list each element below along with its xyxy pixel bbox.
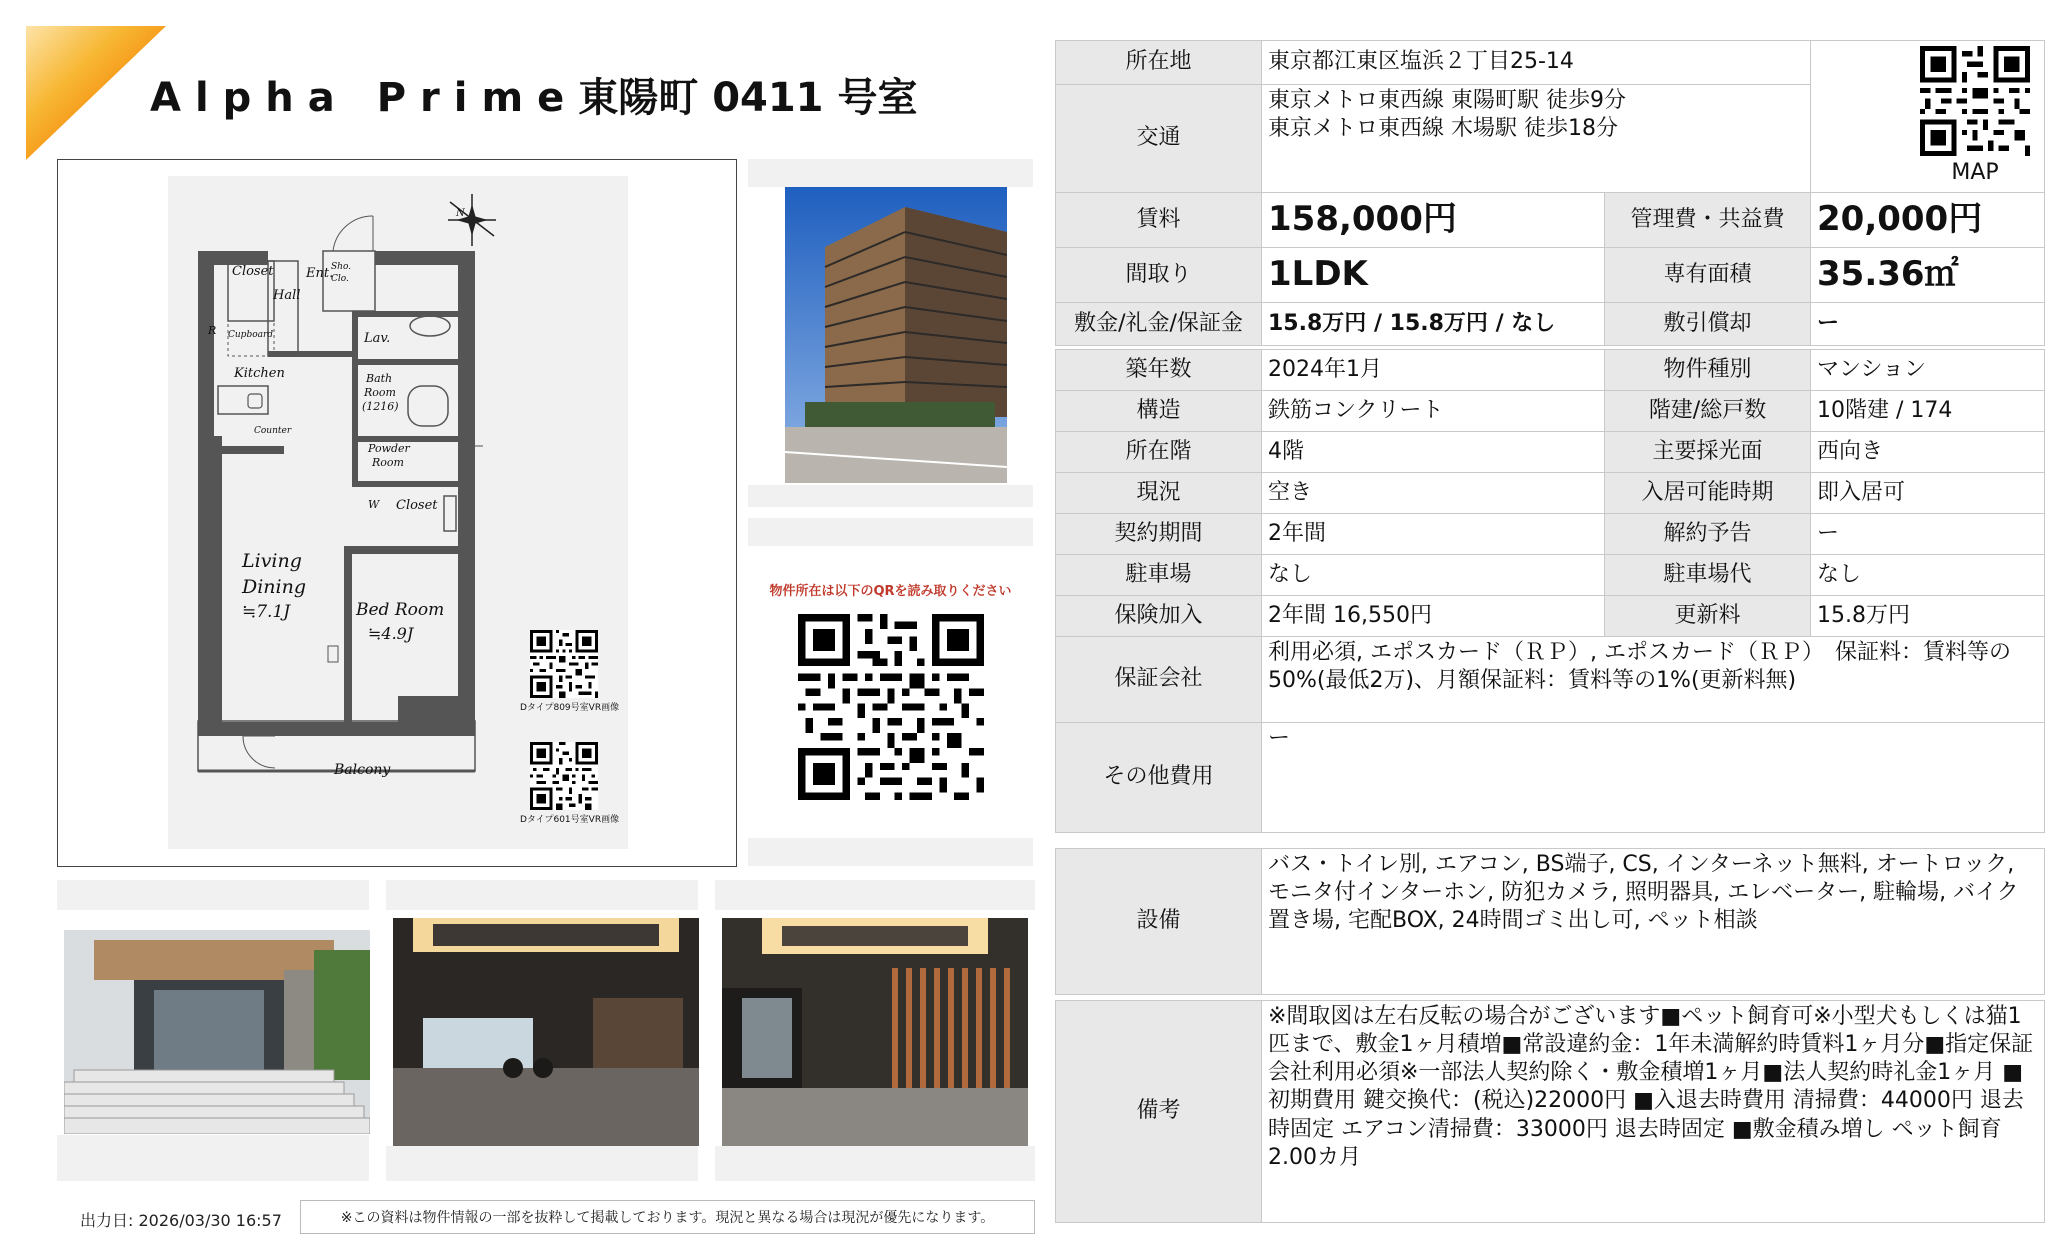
room-kitchen: Kitchen: [234, 366, 285, 381]
remarks-table: [1055, 1000, 2045, 1223]
qr-caption: 物件所在は以下のQRを読み取りください: [769, 584, 1012, 599]
remarks-label: 備考: [1056, 1001, 1262, 1223]
detail-value: マンション: [1811, 350, 2045, 391]
detail-value: 4階: [1262, 432, 1605, 473]
transit-line-1: 東京メトロ東西線 東陽町駅 徒歩9分: [1268, 88, 1626, 113]
divider-bar: [715, 880, 1035, 910]
other-fees-value: ー: [1262, 723, 2045, 833]
detail-label: 更新料: [1605, 596, 1811, 637]
room-entrance: Ent.: [306, 266, 334, 281]
detail-value: なし: [1262, 555, 1605, 596]
rent-value: 158,000円: [1262, 193, 1605, 248]
room-bedroom: Bed Room: [356, 600, 445, 620]
compass-icon: [448, 194, 496, 246]
detail-value: なし: [1811, 555, 2045, 596]
room-living: Living: [242, 550, 302, 572]
rent-label: 賃料: [1056, 193, 1262, 248]
divider-bar: [715, 1146, 1035, 1181]
map-label: MAP: [1951, 160, 1999, 185]
divider-bar: [748, 838, 1033, 866]
divider-bar: [386, 1146, 698, 1181]
room-powder-room: Room: [372, 456, 404, 469]
room-bath-room: Room: [364, 386, 396, 399]
detail-value: 2年間: [1262, 514, 1605, 555]
address-value: 東京都江東区塩浜２丁目25-14: [1262, 41, 1811, 85]
detail-label: 主要採光面: [1605, 432, 1811, 473]
detail-label: 入居可能時期: [1605, 473, 1811, 514]
other-fees-label: その他費用: [1056, 723, 1262, 833]
remarks-value: ※間取図は左右反転の場合がございます■ペット飼育可※小型犬もしくは猫1匹まで、敷金1ヶ月積増■常設違約金：1年未満解約時賃料1ヶ月分■指定保証会社利用必須※一部法人契約除く・敷金積増1ヶ月■法人契約時礼金1ヶ月 ■初期費用 鍵交換代：(税込)22000円 ■入退去時費用 清掃費：44000円 退去時固定 エアコン清掃費：33000円 退去時固定 ■敷金積み増し ペット飼育2.00カ月: [1262, 1001, 2045, 1223]
detail-value: 2年間 16,550円: [1262, 596, 1605, 637]
guarantor-value: 利用必須, エポスカード（ＲＰ）, エポスカード（ＲＰ） 保証料：賃料等の50%(最低2万)、月額保証料：賃料等の1%(更新料無): [1262, 637, 2045, 723]
divider-bar: [748, 159, 1033, 187]
room-bath: Bath: [366, 372, 393, 385]
area-label: 専有面積: [1605, 248, 1811, 303]
location-qr-code-icon[interactable]: [798, 614, 984, 800]
equipment-table: [1055, 848, 2045, 995]
detail-label: 築年数: [1056, 350, 1262, 391]
detail-label: 駐車場代: [1605, 555, 1811, 596]
room-cupboard: Cupboard: [228, 330, 274, 340]
divider-bar: [386, 880, 698, 910]
room-dining: Dining: [242, 576, 307, 598]
room-balcony: Balcony: [334, 762, 391, 778]
amortization-label: 敷引償却: [1605, 303, 1811, 346]
address-label: 所在地: [1056, 41, 1262, 85]
detail-label: 駐車場: [1056, 555, 1262, 596]
detail-label: 契約期間: [1056, 514, 1262, 555]
title-latin: Alpha Prime: [150, 75, 579, 121]
divider-bar: [748, 518, 1033, 546]
output-date: 出力日: 2026/03/30 16:57: [80, 1211, 282, 1230]
room-refrigerator: R: [208, 324, 217, 337]
detail-value: 15.8万円: [1811, 596, 2045, 637]
map-qr-code-icon[interactable]: [1920, 46, 2030, 156]
floorplan-frame: [57, 159, 737, 867]
detail-value: 空き: [1262, 473, 1605, 514]
building-exterior-photo: [785, 187, 1007, 483]
vr-qr-code-icon[interactable]: [530, 742, 598, 810]
compass-label: N: [456, 208, 465, 219]
room-closet-bedroom: Closet: [396, 498, 438, 513]
detail-value: 2024年1月: [1262, 350, 1605, 391]
disclaimer-note: ※この資料は物件情報の一部を抜粋して掲載しております。現況と異なる場合は現況が優先になります。: [300, 1200, 1035, 1234]
deposit-label: 敷金/礼金/保証金: [1056, 303, 1262, 346]
room-shoe-closet: Clo.: [331, 274, 349, 284]
hallway-photo: [722, 918, 1028, 1146]
mgmt-fee-label: 管理費・共益費: [1605, 193, 1811, 248]
lobby-photo: [393, 918, 699, 1146]
detail-label: 解約予告: [1605, 514, 1811, 555]
property-details-table: [1055, 349, 2045, 833]
detail-label: 所在階: [1056, 432, 1262, 473]
room-shoe: Sho.: [331, 262, 352, 272]
divider-bar: [57, 880, 369, 910]
transit-value: [1262, 85, 1811, 193]
transit-line-2: 東京メトロ東西線 木場駅 徒歩18分: [1268, 116, 1618, 142]
mgmt-fee-value: 20,000円: [1811, 193, 2045, 248]
detail-value: 西向き: [1811, 432, 2045, 473]
equipment-label: 設備: [1056, 849, 1262, 995]
room-powder: Powder: [368, 442, 410, 455]
detail-value: 10階建 / 174: [1811, 391, 2045, 432]
room-closet: Closet: [232, 264, 274, 279]
room-counter: Counter: [254, 426, 292, 436]
detail-label: 物件種別: [1605, 350, 1811, 391]
divider-bar: [57, 1135, 369, 1181]
corner-decoration: [26, 26, 166, 160]
vr-qr-code-icon[interactable]: [530, 630, 598, 698]
detail-label: 保険加入: [1056, 596, 1262, 637]
entrance-photo: [64, 930, 370, 1134]
amortization-value: ー: [1811, 303, 2045, 346]
layout-label: 間取り: [1056, 248, 1262, 303]
floorplan-drawing: [168, 176, 628, 849]
equipment-value: バス・トイレ別, エアコン, BS端子, CS, インターネット無料, オートロック, モニタ付インターホン, 防犯カメラ, 照明器具, エレベーター, 駐輪場, バイク置き場, 宅配BOX, 24時間ゴミ出し可, ペット相談: [1262, 849, 2045, 995]
room-bath-size: (1216): [362, 400, 399, 413]
page-title: [150, 66, 917, 123]
room-lavatory: Lav.: [364, 331, 391, 346]
deposit-value: 15.8万円 / 15.8万円 / なし: [1262, 303, 1605, 346]
divider-bar: [748, 485, 1033, 507]
title-room: 東陽町 0411 号室: [578, 75, 918, 121]
detail-label: 現況: [1056, 473, 1262, 514]
detail-label: 構造: [1056, 391, 1262, 432]
detail-label: 階建/総戸数: [1605, 391, 1811, 432]
layout-value: 1LDK: [1262, 248, 1605, 303]
detail-value: 即入居可: [1811, 473, 2045, 514]
vr-caption-601: Dタイプ601号室VR画像: [520, 815, 620, 825]
property-summary-table: [1055, 40, 2045, 346]
guarantor-label: 保証会社: [1056, 637, 1262, 723]
detail-value: 鉄筋コンクリート: [1262, 391, 1605, 432]
vr-caption-809: Dタイプ809号室VR画像: [520, 703, 620, 713]
room-hall: Hall: [273, 288, 301, 303]
room-living-size: ≒7.1J: [242, 602, 291, 622]
room-washer: W: [368, 498, 380, 511]
transit-label: 交通: [1056, 85, 1262, 193]
detail-value: ー: [1811, 514, 2045, 555]
area-value: 35.36㎡: [1811, 248, 2045, 303]
room-bedroom-size: ≒4.9J: [368, 624, 414, 643]
